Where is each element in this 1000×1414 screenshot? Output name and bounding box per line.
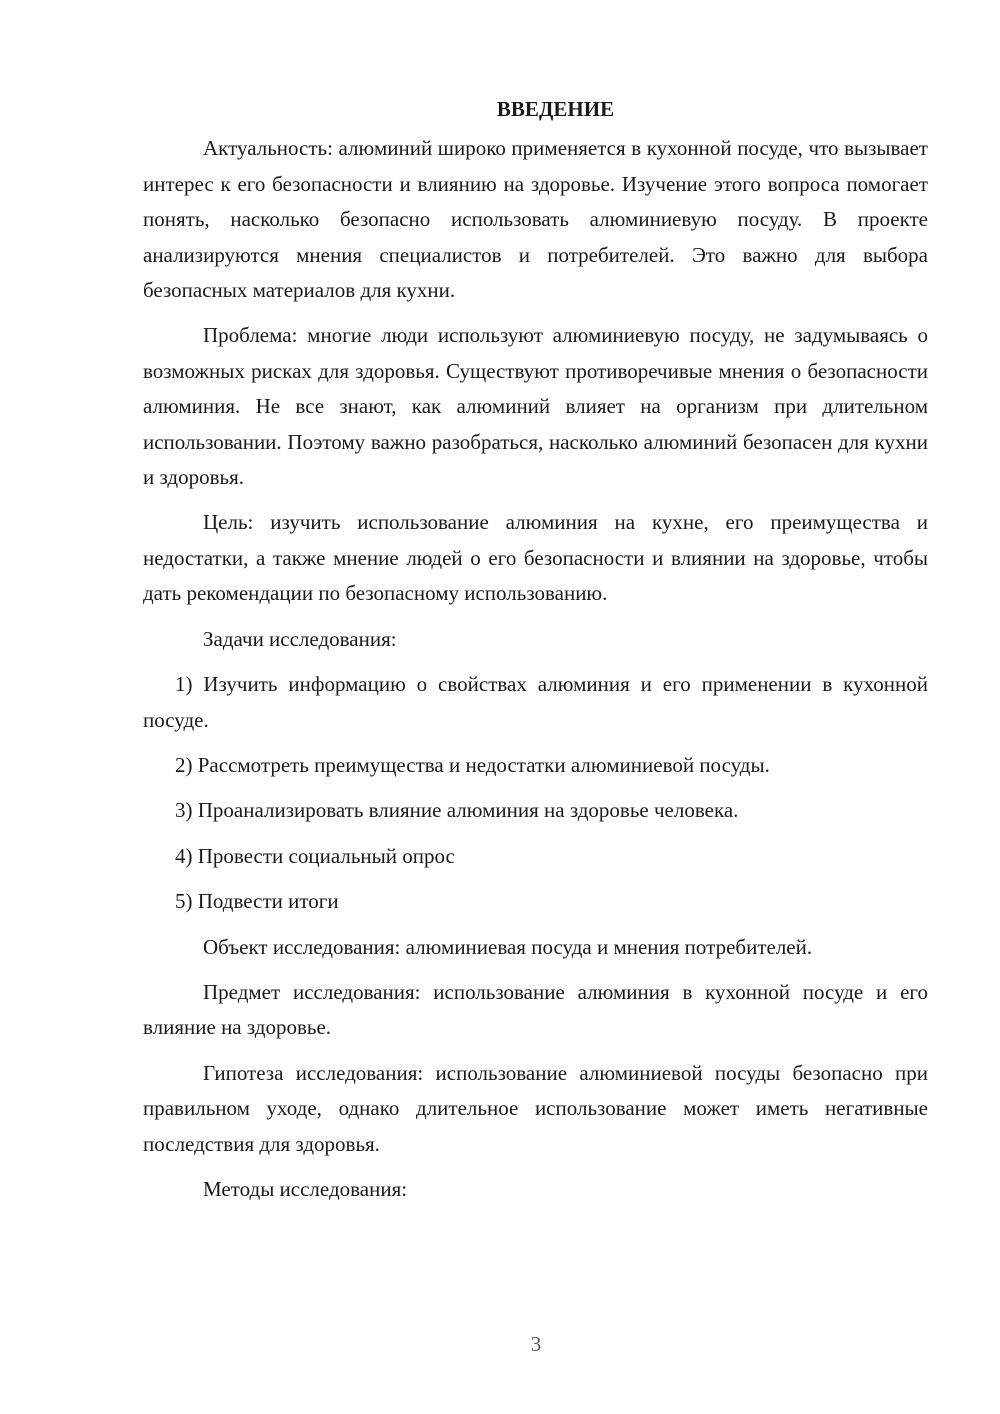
paragraph-problem: Проблема: многие люди используют алюминиевую посуду, не задумываясь о возможных рисках для здоровья. Существуют противоречивые мнения о безопасности алюминия. Не все знают, как алюминий влияет на организм при длительном использовании. Поэтому важно разобраться, насколько алюминий безопасен для кухни и здоровья.: [143, 323, 928, 490]
paragraph-methods: Методы исследования:: [203, 1176, 408, 1201]
paragraph-goal: Цель: изучить использование алюминия на кухне, его преимущества и недостатки, а также мнение людей о его безопасности и влиянии на здоровье, чтобы дать рекомендации по безопасному использованию.: [143, 510, 928, 606]
task-item-5: 5) Подвести итоги: [175, 889, 339, 914]
task-item-4: 4) Провести социальный опрос: [175, 843, 455, 868]
paragraph-hypothesis: Гипотеза исследования: использование алюминиевой посуды безопасно при правильном уходе, однако длительное использование может иметь негативные последствия для здоровья.: [143, 1060, 928, 1156]
paragraph-relevance: Актуальность: алюминий широко применяется в кухонной посуде, что вызывает интерес к его безопасности и влиянию на здоровье. Изучение этого вопроса помогает понять, насколько безопасно использовать алюминиевую посуду. В проекте анализируются мнения специалистов и потребителей. Это важно для выбора безопасных материалов для кухни.: [143, 136, 928, 303]
page-number: 3: [530, 1332, 542, 1356]
document-page: [143, 92, 928, 1217]
paragraph-tasks-heading: Задачи исследования:: [203, 626, 397, 651]
task-item-3: 3) Проанализировать влияние алюминия на здоровье человека.: [175, 798, 739, 823]
paragraph-subject: Предмет исследования: использование алюминия в кухонной посуде и его влияние на здоровье.: [143, 979, 928, 1040]
document-title: ВВЕДЕНИЕ: [496, 97, 615, 121]
task-item-2: 2) Рассмотреть преимущества и недостатки алюминиевой посуды.: [175, 752, 770, 777]
paragraph-object: Объект исследования: алюминиевая посуда и мнения потребителей.: [203, 934, 813, 959]
task-item-1: 1) Изучить информацию о свойствах алюминия и его применении в кухонной посуде.: [143, 672, 928, 732]
